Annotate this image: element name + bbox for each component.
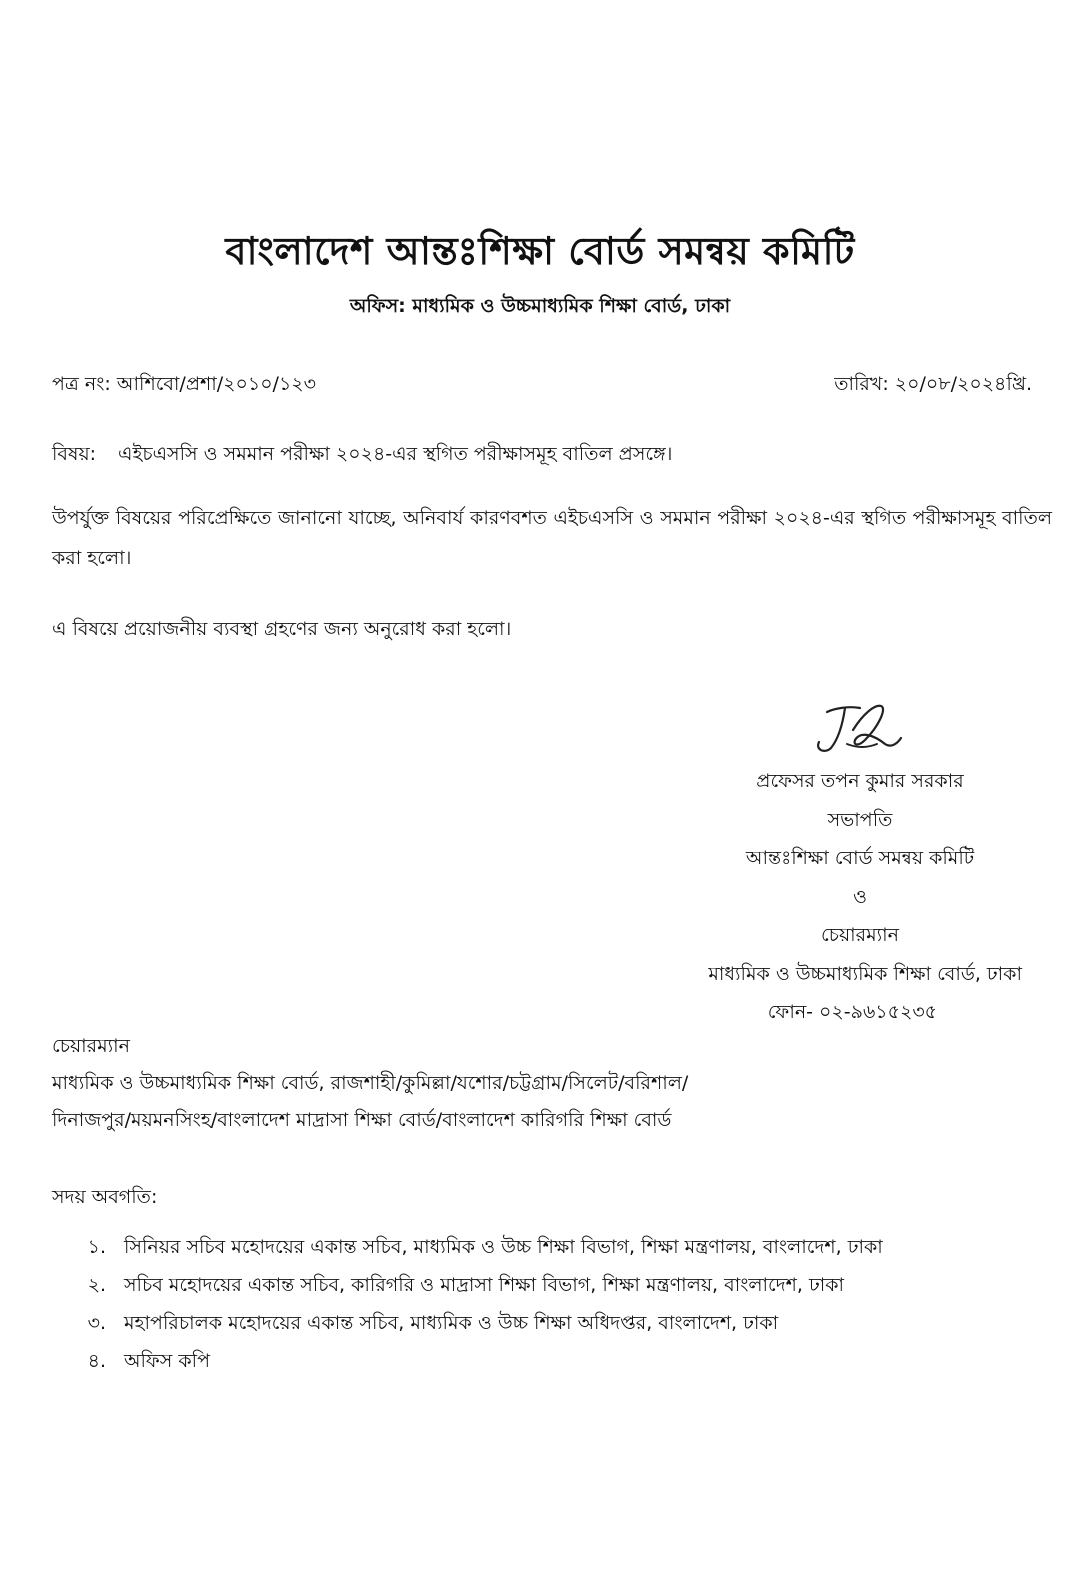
list-item — [52, 1266, 883, 1304]
list-item-text: মহাপরিচালক মহোদয়ের একান্ত সচিব, মাধ্যমিক ও উচ্চ শিক্ষা অধিদপ্তর, বাংলাদেশ, ঢাকা — [124, 1312, 779, 1334]
list-item — [52, 1228, 883, 1266]
list-item-text: অফিস কপি — [124, 1350, 210, 1372]
body-paragraph: উপর্যুক্ত বিষয়ের পরিপ্রেক্ষিতে জানানো যাচ্ছে, অনিবার্য কারণবশত এইচএসসি ও সমমান পরীক্ষা ২০২৪-এর স্থগিত পরীক্ষাসমূহ বাতিল করা হলো। — [52, 507, 1052, 569]
list-item-number: ৪. — [87, 1350, 106, 1372]
list-item-number: ২. — [87, 1274, 106, 1296]
recipient-line-1: মাধ্যমিক ও উচ্চমাধ্যমিক শিক্ষা বোর্ড, রাজশাহী/কুমিল্লা/যশোর/চট্টগ্রাম/সিলেট/বরিশাল/ — [52, 1072, 689, 1094]
memo-number: পত্র নং: আশিবো/প্রশা/২০১০/১২৩ — [52, 373, 316, 395]
signatory-role: চেয়ারম্যান — [820, 924, 900, 946]
letter-date: তারিখ: ২০/০৮/২০২৪খ্রি. — [834, 373, 1032, 395]
reference-line — [52, 370, 1032, 402]
signatory-committee: আন্তঃশিক্ষা বোর্ড সমন্বয় কমিটি — [745, 847, 975, 869]
recipient-title: চেয়ারম্যান — [52, 1035, 131, 1057]
list-item-text: সচিব মহোদয়ের একান্ত সচিব, কারিগরি ও মাদ্রাসা শিক্ষা বিভাগ, শিক্ষা মন্ত্রণালয়, বাংলাদেশ, ঢাকা — [124, 1274, 845, 1296]
signature-block — [640, 762, 1080, 1032]
cc-label: সদয় অবগতি: — [52, 1186, 158, 1208]
subject-label: বিষয়: — [52, 443, 97, 465]
signatory-name: প্রফেসর তপন কুমার সরকার — [756, 770, 964, 792]
signatory-board: মাধ্যমিক ও উচ্চমাধ্যমিক শিক্ষা বোর্ড, ঢাকা — [708, 962, 1022, 985]
signatory-designation: সভাপতি — [827, 808, 893, 831]
list-item — [52, 1342, 883, 1380]
cc-list — [52, 1228, 883, 1380]
subject-text: এইচএসসি ও সমমান পরীক্ষা ২০২৪-এর স্থগিত পরীক্ষাসমূহ বাতিল প্রসঙ্গে। — [118, 443, 673, 465]
list-item-number: ৩. — [87, 1312, 106, 1334]
list-item-text: সিনিয়র সচিব মহোদয়ের একান্ত সচিব, মাধ্যমিক ও উচ্চ শিক্ষা বিভাগ, শিক্ষা মন্ত্রণালয়, বাংলাদেশ, ঢাকা — [124, 1236, 883, 1258]
list-item-number: ১. — [87, 1236, 106, 1258]
letterhead-office: অফিস: মাধ্যমিক ও উচ্চমাধ্যমিক শিক্ষা বোর্ড, ঢাকা — [349, 295, 731, 317]
request-paragraph: এ বিষয়ে প্রয়োজনীয় ব্যবস্থা গ্রহণের জন্য অনুরোধ করা হলো। — [52, 618, 512, 640]
signatory-and: ও — [853, 885, 867, 908]
recipient-line-2: দিনাজপুর/ময়মনসিংহ/বাংলাদেশ মাদ্রাসা শিক্ষা বোর্ড/বাংলাদেশ কারিগরি শিক্ষা বোর্ড — [52, 1109, 672, 1131]
signatory-phone: ফোন- ০২-৯৬১৫২৩৫ — [767, 1001, 937, 1023]
subject-line — [52, 440, 672, 472]
handwritten-signature — [805, 700, 905, 760]
list-item — [52, 1304, 883, 1342]
letterhead-title: বাংলাদেশ আন্তঃশিক্ষা বোর্ড সমন্বয় কমিটি — [225, 229, 855, 273]
recipient-block — [52, 1028, 688, 1139]
